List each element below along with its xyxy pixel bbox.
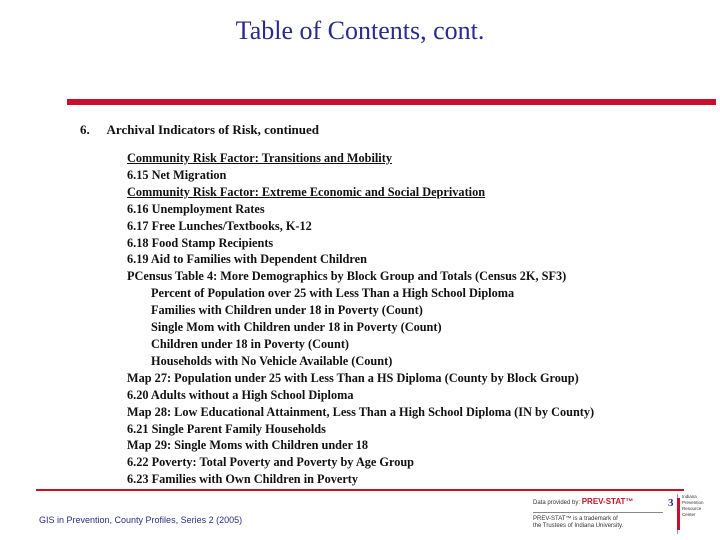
toc-entry: 6.15 Net Migration bbox=[127, 167, 227, 182]
toc-entry: 6.23 Families with Own Children in Poverty bbox=[127, 472, 359, 487]
toc-entry: 6.20 Adults without a High School Diploma bbox=[127, 387, 354, 402]
organization-logo bbox=[677, 494, 718, 534]
toc-entry: Map 28: Low Educational Attainment, Less Than a High School Diploma (IN by County) bbox=[127, 404, 595, 419]
toc-category-heading: Community Risk Factor: Transitions and Mobility bbox=[127, 151, 392, 165]
provided-by-line bbox=[533, 498, 673, 508]
section-heading bbox=[80, 122, 319, 138]
toc-subentry: Percent of Population over 25 with Less Than a High School Diploma bbox=[151, 286, 515, 301]
logo-state-mark bbox=[677, 498, 680, 530]
toc-entry: PCensus Table 4: More Demographics by Block Group and Totals (Census 2K, SF3) bbox=[127, 269, 567, 284]
toc-entry: 6.21 Single Parent Family Households bbox=[127, 421, 326, 436]
logo-line: Resource bbox=[682, 506, 702, 511]
provided-by-prefix: Data provided by: bbox=[533, 500, 581, 506]
toc-entry: 6.22 Poverty: Total Poverty and Poverty by Age Group bbox=[127, 455, 415, 470]
brand-name: PREV-STAT™ bbox=[581, 497, 634, 506]
toc-entry: 6.18 Food Stamp Recipients bbox=[127, 235, 274, 250]
toc-list bbox=[127, 150, 707, 488]
toc-category-heading: Community Risk Factor: Extreme Economic and Social Deprivation bbox=[127, 184, 486, 199]
toc-entry: 6.16 Unemployment Rates bbox=[127, 201, 265, 216]
toc-entry: 6.19 Aid to Families with Dependent Children bbox=[127, 252, 367, 267]
bottom-divider bbox=[36, 489, 684, 491]
top-divider bbox=[67, 99, 716, 105]
page-number: 3 bbox=[668, 497, 674, 509]
logo-line: Prevention bbox=[682, 500, 704, 505]
logo-line: Center bbox=[682, 512, 696, 517]
toc-subentry: Families with Children under 18 in Poverty (Count) bbox=[151, 303, 423, 318]
toc-subentry: Households with No Vehicle Available (Count) bbox=[151, 353, 393, 368]
page-title: Table of Contents, cont. bbox=[235, 16, 485, 45]
toc-entry: Map 27: Population under 25 with Less Than a HS Diploma (County by Block Group) bbox=[127, 370, 579, 385]
credit-divider bbox=[533, 512, 663, 513]
toc-entry: Map 29: Single Moms with Children under 18 bbox=[127, 438, 369, 453]
section-number: 6. bbox=[80, 122, 90, 137]
logo-line: Indiana bbox=[682, 494, 697, 499]
trademark-line-2: the Trustees of Indiana University. bbox=[533, 523, 624, 529]
footer-series-label: GIS in Prevention, County Profiles, Series 2 (2005) bbox=[39, 515, 243, 525]
toc-subentry: Children under 18 in Poverty (Count) bbox=[151, 336, 350, 351]
trademark-line-1: PREV-STAT™ is a trademark of bbox=[533, 515, 618, 522]
toc-subentry: Single Mom with Children under 18 in Poverty (Count) bbox=[151, 320, 442, 335]
footer-credit bbox=[533, 498, 673, 531]
section-label: Archival Indicators of Risk, continued bbox=[106, 122, 320, 137]
toc-entry: 6.17 Free Lunches/Textbooks, K-12 bbox=[127, 218, 312, 233]
